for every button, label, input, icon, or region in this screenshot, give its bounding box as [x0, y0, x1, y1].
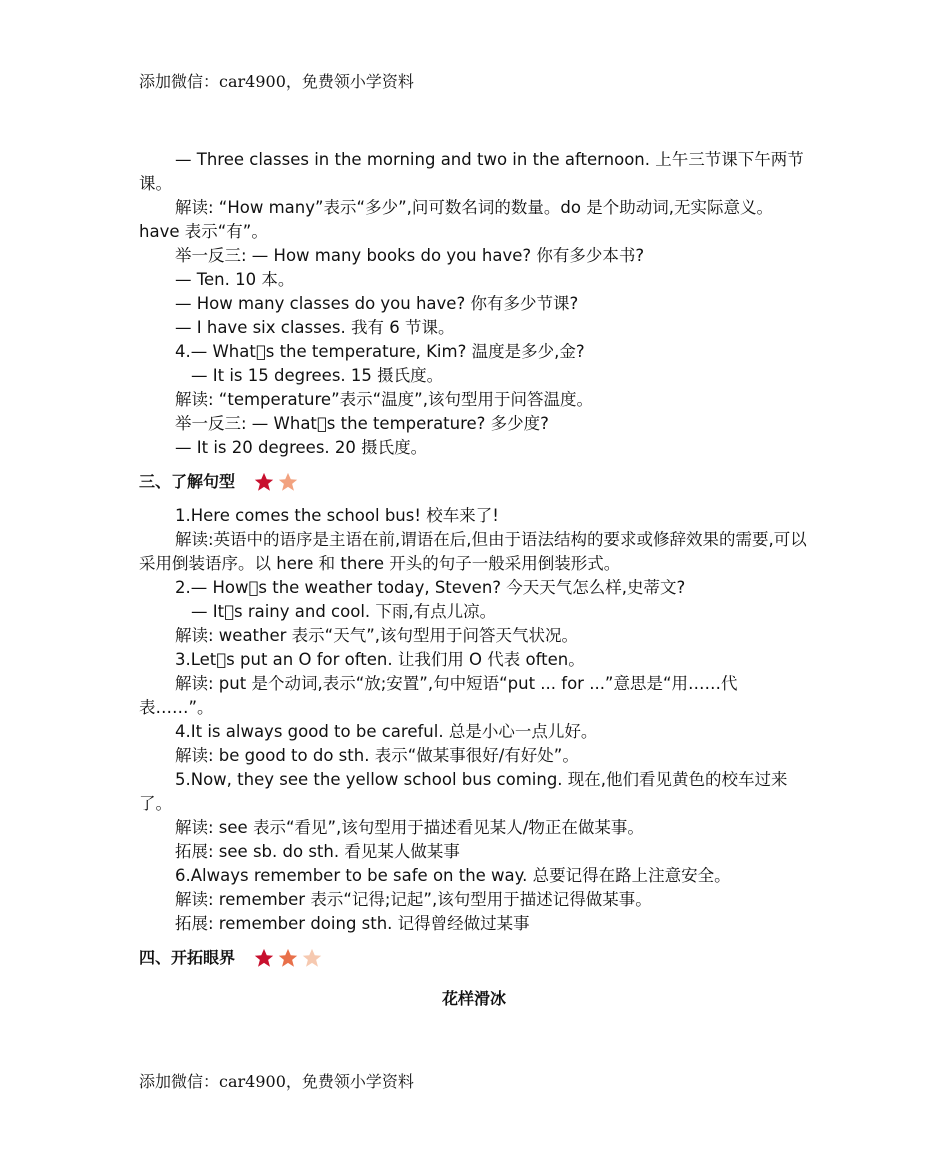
text-paragraph: 解读: see 表示“看见”,该句型用于描述看见某人/物正在做某事。 — [175, 818, 644, 837]
star-icon — [301, 947, 323, 969]
text-paragraph: 4.It is always good to be careful. 总是小心一点儿好。 — [175, 722, 598, 741]
text-paragraph: 解读: remember 表示“记得;记起”,该句型用于描述记得做某事。 — [175, 890, 652, 909]
text-paragraph: 3.Let􏰀s put an O for often. 让我们用 O 代表 often。 — [175, 650, 585, 669]
text-paragraph: 6.Always remember to be safe on the way. 总要记得在路上注意安全。 — [175, 866, 731, 885]
text-paragraph: 举一反三: — How many books do you have? 你有多少本书? — [175, 246, 645, 265]
text-paragraph: 解读: “temperature”表示“温度”,该句型用于问答温度。 — [175, 390, 593, 409]
section-3-title: 三、了解句型 — [139, 472, 236, 491]
section-2-content — [139, 148, 809, 460]
star-icon — [253, 947, 275, 969]
text-paragraph: 解读: be good to do sth. 表示“做某事很好/有好处”。 — [175, 746, 579, 765]
text-paragraph: 5.Now, they see the yellow school bus coming. 现在,他们看见黄色的校车过来了。 — [139, 770, 788, 813]
header-note: 添加微信：car4900，免费领小学资料 — [139, 72, 414, 91]
text-paragraph: 拓展: see sb. do sth. 看见某人做某事 — [175, 842, 460, 861]
star-icon — [277, 947, 299, 969]
text-paragraph: 解读: put 是个动词,表示“放;安置”,句中短语“put ... for ...”意思是“用……代表……”。 — [139, 674, 738, 717]
text-paragraph: 解读: weather 表示“天气”,该句型用于问答天气状况。 — [175, 626, 579, 645]
text-paragraph: — It is 20 degrees. 20 摄氏度。 — [175, 438, 428, 457]
difficulty-stars — [253, 947, 325, 969]
text-paragraph: — It􏰀s rainy and cool. 下雨,有点儿凉。 — [191, 602, 497, 621]
text-paragraph: — Three classes in the morning and two in the afternoon. 上午三节课下午两节课。 — [139, 150, 804, 193]
text-paragraph: — It is 15 degrees. 15 摄氏度。 — [191, 366, 444, 385]
text-paragraph: 2.— How􏰀s the weather today, Steven? 今天天气怎么样,史蒂文? — [175, 578, 686, 597]
text-paragraph: — I have six classes. 我有 6 节课。 — [175, 318, 455, 337]
text-paragraph: 拓展: remember doing sth. 记得曾经做过某事 — [175, 914, 530, 933]
section-4-heading — [139, 940, 809, 976]
star-icon — [253, 471, 275, 493]
footer-note: 添加微信：car4900，免费领小学资料 — [139, 1072, 414, 1091]
text-paragraph: 举一反三: — What􏰀s the temperature? 多少度? — [175, 414, 549, 433]
star-icon — [277, 471, 299, 493]
text-paragraph: — Ten. 10 本。 — [175, 270, 295, 289]
difficulty-stars — [253, 471, 301, 493]
section-3-heading — [139, 464, 809, 500]
text-paragraph: 1.Here comes the school bus! 校车来了! — [175, 506, 499, 525]
text-paragraph: 4.— What􏰀s the temperature, Kim? 温度是多少,金? — [175, 342, 585, 361]
article-title: 花样滑冰 — [441, 989, 506, 1008]
section-4-title: 四、开拓眼界 — [139, 948, 236, 967]
text-paragraph: 解读: “How many”表示“多少”,问可数名词的数量。do 是个助动词,无实际意义。have 表示“有”。 — [139, 198, 773, 241]
section-3-content — [139, 504, 809, 936]
document-body — [139, 148, 809, 1012]
text-paragraph: 解读:英语中的语序是主语在前,谓语在后,但由于语法结构的要求或修辞效果的需要,可以采用倒装语序。以 here 和 there 开头的句子一般采用倒装形式。 — [139, 530, 807, 573]
text-paragraph: — How many classes do you have? 你有多少节课? — [175, 294, 579, 313]
